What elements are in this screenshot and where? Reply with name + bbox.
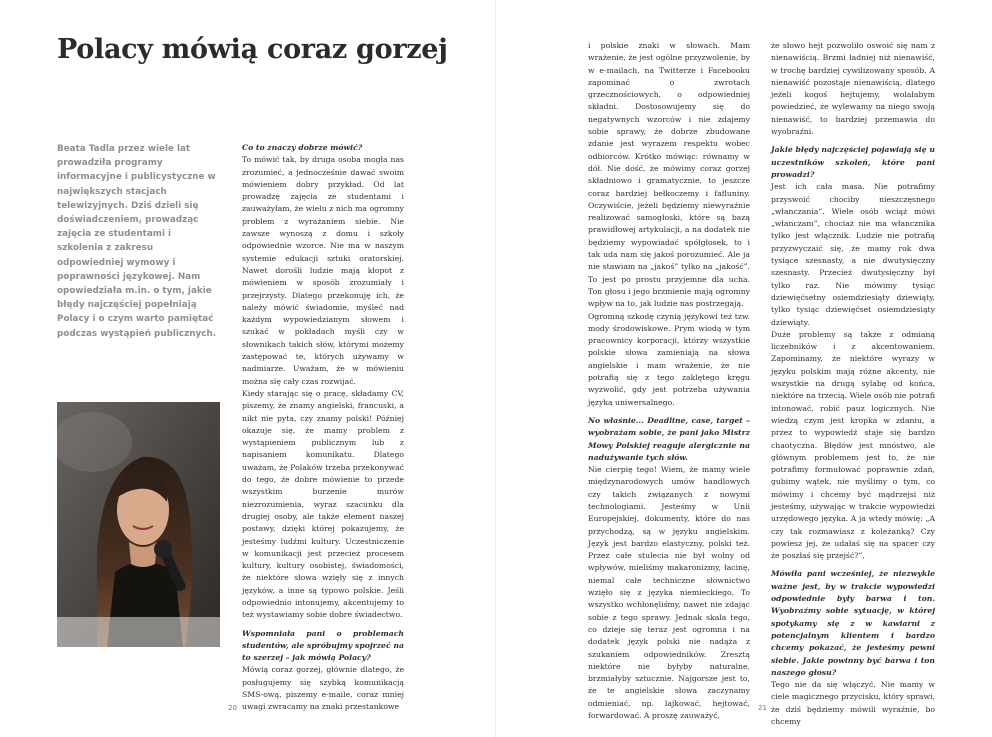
question: No właśnie... Deadline, case, target – wyobrażam sobie, że pani jako Mistrz Mowy Polskiej reaguje alergicznie na nadużywanie tych słów. bbox=[588, 415, 750, 462]
text-column-1 bbox=[242, 142, 404, 714]
spread-divider bbox=[495, 0, 496, 737]
answer-paragraph: Kiedy starając się o pracę, składamy CV, piszemy, że znamy angielski, francuski, a nikt nie pyta, czy znamy polski! Później okazuje się, że mamy problem z wystąpieniem publicznym lub z napisaniem komunikatu. Dlatego uważam, że Polaków trzeba przekonywać do tego, że dobre mówienie to przede wszystkim burzenie murów niezrozumienia, wyraz szacunku dla drugiej osoby, ale także element naszej postawy, dzięki której pokazujemy, że jesteśmy ludźmi kultury. Uczestniczenie w komunikacji jest przecież procesem kultury, kultury osobistej, świadomości, że niektóre słowa wzięły się z innych języków, a inne są typowo polskie. Jeśli odpowiednio intonujemy, akcentujemy to też wystawiamy sobie dobre świadectwo. bbox=[242, 388, 404, 620]
question: Jakie błędy najczęściej pojawiają się u uczestników szkoleń, które pani prowadzi? bbox=[771, 145, 935, 179]
answer-paragraph: Ogromną szkodę czynią językowi też tzw. mody środowiskowe. Prym wiodą w tym pracownicy korporacji, którzy wszystkie polskie słowa zamieniają na słowa angielskie i mam wrażenie, że nie potrafią się z tego zaklętego kręgu wyzwolić, gdy jest potrzeba używania języka uniwersalnego. bbox=[588, 311, 750, 407]
text-column-3 bbox=[771, 40, 935, 728]
question: Co to znaczy dobrze mówić? bbox=[242, 143, 363, 152]
answer-paragraph: i polskie znaki w słowach. Mam wrażenie, że jest ogólne przyzwolenie, by w e-mailach, na Twitterze i Facebooku zapominać o zwrotach grzecznościowych, o odpowiedniej składni. Dostosowujemy się do negatywnych wzorców i nie zdajemy sobie sprawy, że dobrze zbudowane zdanie jest wyrazem respektu wobec odbiorców. Krótko mówiąc: równamy w dół. Nie dość, że mówimy coraz gorzej składniowo i gramatycznie, to jeszcze coraz bardziej bełkoczemy i fafluniny. Oczywiście, jeżeli będziemy niewyraźnie realizować samogłoski, które są bazą prawidłowej artykulacji, a na dodatek nie będziemy wypowiadać spółgłosek, to i tak uda nam się jakoś porozumieć. Ale ja nie stawiam na „jakoś” tylko na „jakość”. To jest po prostu przyjemne dla ucha. Ton głosu i jego brzmienie mają ogromny wpływ na to, jak ludzie nas postrzegają. bbox=[588, 41, 750, 309]
answer-paragraph: To mówić tak, by druga osoba mogła nas zrozumieć, a jednocześnie dawać swoim mówieniem dobry przykład. Od lat prowadzę zajęcia ze studentami i zauważyłam, że wielu z nich ma ogromny problem z wyrażaniem siebie. Nie zawsze wynoszą z domu i szkoły odpowiednie wzorce. Nie ma w naszym systemie edukacji sztuki oratorskiej. Nawet dorośli ludzie mają kłopot z mówieniem w sposób zrozumiały i przejrzysty. Dlatego przekonuję ich, że należy mówić świadomie, myśleć nad każdym wypowiedzianym słowem i szukać w pokładach myśli czy w słownikach takich słów, którymi możemy zastępować te, których używamy w nadmiarze. Uważam, że w mówieniu można się cały czas rozwijać. bbox=[242, 155, 404, 386]
page-number-right: 21 bbox=[758, 704, 767, 712]
question: Wspomniała pani o problemach studentów, ale spróbujmy spojrzeć na to szerzej – jak mówią Polacy? bbox=[242, 628, 404, 663]
answer-paragraph: Mówią coraz gorzej, głównie dlatego, że posługujemy się szybką komunikacją SMS-ową, piszemy e-maile, coraz mniej uwagi zwracamy na znaki przestankowe bbox=[242, 665, 404, 712]
text-column-2 bbox=[588, 40, 750, 722]
answer-paragraph: że słowo hejt pozwoliło oswoić się nam z nienawiścią. Brzmi ładniej niż nienawiść, w trochę bardziej cywilizowany sposób. A nienawiść pozostaje nienawiścią, dlatego jeżeli kogoś hejtujemy, wolałabym powiedzieć, że wylewamy na niego swoją nienawiść, to bardziej przemawia do wyobraźni. bbox=[771, 41, 935, 137]
portrait-photo bbox=[57, 402, 220, 647]
article-lead: Beata Tadla przez wiele lat prowadziła programy informacyjne i publicystyczne w największych stacjach telewizyjnych. Dziś dzieli się doświadczeniem, prowadząc zajęcia ze studentami i szkolenia z zakresu odpowiedniej wymowy i poprawności językowej. Nam opowiedziała m.in. o tym, jakie błędy najczęściej popełniają Polacy i o czym warto pamiętać podczas wystąpień publicznych. bbox=[57, 144, 217, 339]
answer-paragraph: Jest ich cała masa. Nie potrafimy przyswoić chociby nieszczęsnego „włanczania”. Wiele osób wciąż mówi „włanczam”, chociaż nie ma włancznika tylko jest włącznik. Ludzie nie potrafią przyzwyczaić się, że mamy rok dwa tysiące szesnasty, a nie dwutysięczny szesnasty. Przecież dwutysięczny był tylko raz. Nie mówimy tysiąc dziewięćsetny osiemdziesiąty dziewiąty, tylko tysiąc dziewięćset osiemdziesiąty dziewiąty. bbox=[771, 182, 935, 327]
answer-paragraph: Tego nie da się włączyć. Nie mamy w ciele magicznego przycisku, który sprawi, że dziś będziemy mówili wyraźnie, bo chcemy bbox=[771, 680, 935, 727]
page-number-left: 20 bbox=[228, 704, 237, 712]
article-title: Polacy mówią coraz gorzej bbox=[57, 34, 448, 65]
answer-paragraph: Nie cierpię tego! Wiem, że mamy wiele międzynarodowych umów handlowych czy takich związanych z nowymi technologiami. Jesteśmy w Unii Europejskiej, dokumenty, które do nas przychodzą, są w języku angielskim. Język jest bardzo elastyczny, polski też. Przez całe stulecia nie był wolny od wpływów, mieliśmy makaronizmy, łacinę, niemal całe techniczne słownictwo wzięło się z języka niemieckiego. To wszystko wchłonęliśmy, nawet nie zdając sobie z tego sprawy. Jednak skala tego, co dzieje się teraz jest ogromna i na dodatek język polski nie nadąża z szukaniem odpowiedników. Zresztą niektóre nie byłyby naturalne, brzmiałyby sztucznie. Najgorsze jest to, że te angielskie słowa zaczynamy odmieniać, np. lajkować, hejtować, forwardować. A proszę zauważyć, bbox=[588, 465, 750, 721]
question: Mówiła pani wcześniej, że niezwykle ważne jest, by w trakcie wypowiedzi odpowiednie były barwa i ton. Wyobraźmy sobie sytuację, w której spotykamy się z w kawiarni z potencjalnym klientem i bardzo chcemy pokazać, że jesteśmy pewni siebie. Jakie powinny być barwa i ton naszego głosu? bbox=[771, 569, 935, 677]
answer-paragraph: Duże problemy są także z odmianą liczebników i z akcentowaniem. Zapominamy, że niektóre wyrazy w języku polskim mają różne akcenty, nie wszystkie na drugą sylabę od końca, niektóre na trzecią. Wiele osób nie potrafi intonować, robić pauz logicznych. Nie wiedzą czym jest kropka w zdaniu, a przez to wypowiedź staje się bardzo chaotyczna. Błędów jest mnóstwo, ale głównym problemem jest to, że nie potrafimy formułować poprawnie zdań, gubimy wątek, nie myślimy o tym, co mówimy i chcemy być mądrzejsi niż jesteśmy, używając w trakcie wypowiedzi urzędowego języka. A ja wtedy mówię: „A czy tak rozmawiasz z koleżanką? Czy powiesz jej, że udałaś się na spacer czy że poszłaś się przejść?”. bbox=[771, 329, 935, 561]
